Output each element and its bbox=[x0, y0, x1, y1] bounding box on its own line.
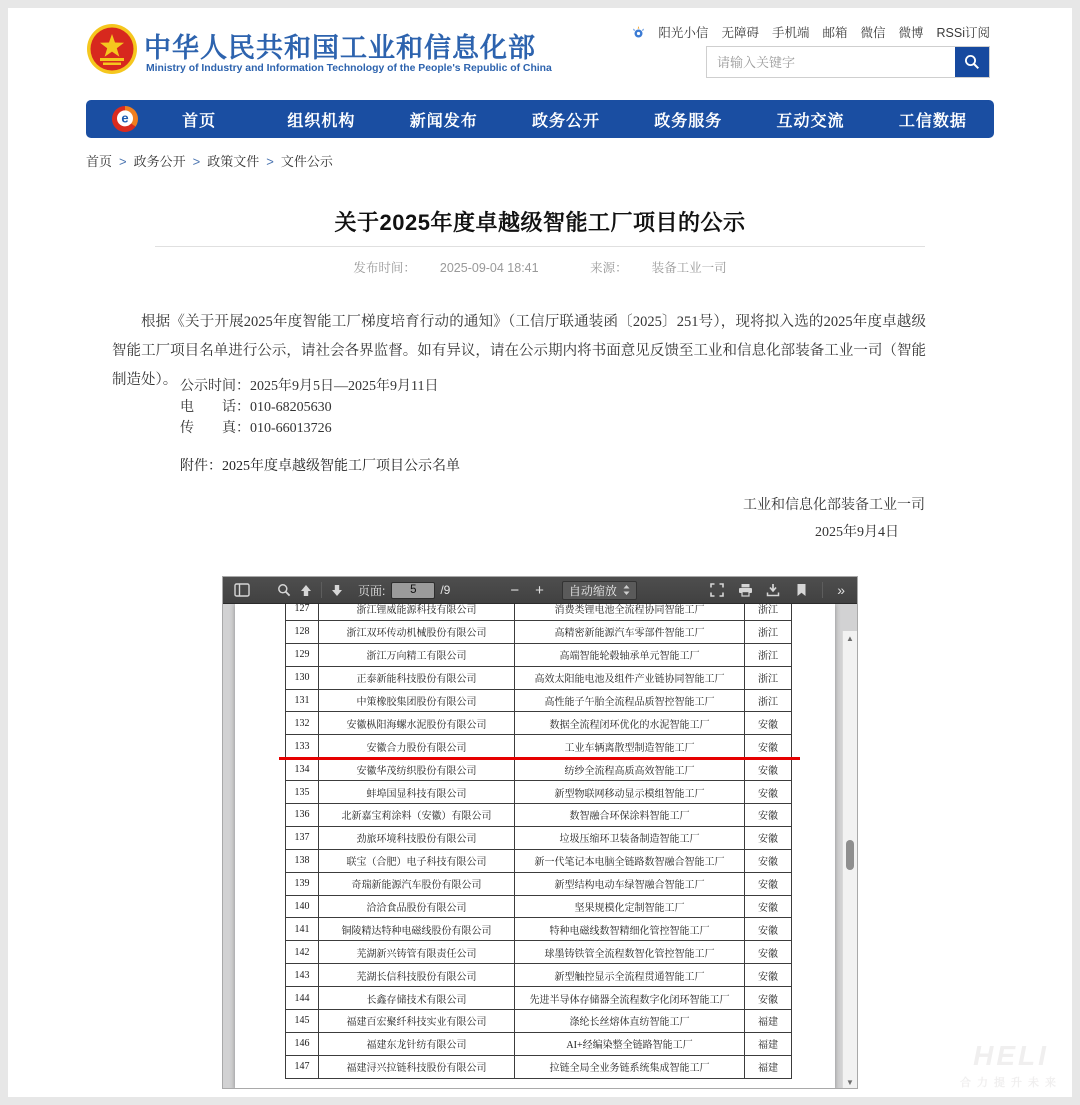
cell-project: 高精密新能源汽车零部件智能工厂 bbox=[515, 621, 745, 644]
cell-project: 高效太阳能电池及组件产业链协同智能工厂 bbox=[515, 667, 745, 690]
cell-company: 浙江万向精工有限公司 bbox=[319, 644, 515, 667]
nav-item[interactable]: 组织机构 bbox=[287, 112, 356, 130]
zoom-out-button[interactable]: − bbox=[510, 581, 520, 599]
cell-province: 安徽 bbox=[745, 964, 792, 987]
cell-row-number: 138 bbox=[286, 850, 319, 873]
quick-link[interactable]: 微博 bbox=[898, 26, 924, 40]
notice-time: 公示时间：2025年9月5日—2025年9月11日 bbox=[180, 379, 439, 394]
cell-row-number: 130 bbox=[286, 667, 319, 690]
cell-province: 浙江 bbox=[745, 621, 792, 644]
zoom-mode-select[interactable] bbox=[562, 581, 637, 600]
search-input[interactable] bbox=[707, 47, 955, 77]
cell-company: 洽洽食品股份有限公司 bbox=[319, 896, 515, 919]
cell-project: 垃圾压缩环卫装备制造智能工厂 bbox=[515, 827, 745, 850]
pdf-page bbox=[235, 604, 835, 1089]
cell-company: 铜陵精达特种电磁线股份有限公司 bbox=[319, 918, 515, 941]
cell-project: 拉链全局全业务链系统集成智能工厂 bbox=[515, 1056, 745, 1079]
quick-link[interactable]: 无障碍 bbox=[721, 26, 759, 40]
cell-province: 安徽 bbox=[745, 758, 792, 781]
quick-link[interactable]: 手机端 bbox=[771, 26, 810, 40]
pdf-scrollbar bbox=[842, 631, 857, 1089]
page-number-input[interactable] bbox=[391, 582, 435, 599]
cell-province: 安徽 bbox=[745, 712, 792, 735]
scroll-up-arrow[interactable]: ▲ bbox=[846, 634, 854, 643]
table-row bbox=[286, 644, 793, 667]
cell-company: 奇瑞新能源汽车股份有限公司 bbox=[319, 873, 515, 896]
cell-row-number: 142 bbox=[286, 941, 319, 964]
cell-company: 福建浔兴拉链科技股份有限公司 bbox=[319, 1056, 515, 1079]
nav-item[interactable]: 工信数据 bbox=[898, 112, 967, 130]
heli-watermark bbox=[946, 1040, 1076, 1090]
cell-province: 福建 bbox=[745, 1033, 792, 1056]
cell-company: 联宝（合肥）电子科技有限公司 bbox=[319, 850, 515, 873]
sign-date: 2025年9月4日 bbox=[815, 525, 899, 540]
pdf-right-tools bbox=[706, 579, 849, 601]
table-row bbox=[286, 941, 793, 964]
cell-company: 中策橡胶集团股份有限公司 bbox=[319, 690, 515, 713]
page-total: /9 bbox=[440, 583, 451, 597]
scrollbar-thumb[interactable] bbox=[846, 840, 854, 870]
table-row bbox=[286, 781, 793, 804]
publish-time: 2025-09-04 18:41 bbox=[439, 261, 539, 275]
zoom-mode-value: 自动缩放 bbox=[568, 583, 617, 598]
scroll-down-arrow[interactable]: ▼ bbox=[846, 1078, 854, 1087]
cell-province: 浙江 bbox=[745, 604, 792, 621]
cell-project: 消费类锂电池全流程协同智能工厂 bbox=[515, 604, 745, 621]
select-arrows-icon bbox=[623, 585, 630, 595]
cell-province: 安徽 bbox=[745, 781, 792, 804]
table-row bbox=[286, 987, 793, 1010]
cell-province: 浙江 bbox=[745, 690, 792, 713]
cell-province: 安徽 bbox=[745, 987, 792, 1010]
cell-company: 安徽枞阳海螺水泥股份有限公司 bbox=[319, 712, 515, 735]
ministry-title-en: Ministry of Industry and Information Technology of the People's Republic of China bbox=[146, 63, 552, 74]
cell-row-number: 143 bbox=[286, 964, 319, 987]
attachment-link[interactable]: 附件：2025年度卓越级智能工厂项目公示名单 bbox=[180, 459, 460, 474]
cell-province: 浙江 bbox=[745, 667, 792, 690]
cell-project: 先进半导体存储器全流程数字化闭环智能工厂 bbox=[515, 987, 745, 1010]
cell-province: 安徽 bbox=[745, 804, 792, 827]
quick-link[interactable]: 阳光小信 bbox=[658, 26, 709, 40]
table-row bbox=[286, 873, 793, 896]
table-row bbox=[286, 918, 793, 941]
print-button[interactable] bbox=[734, 579, 756, 601]
fax: 传 真：010-66013726 bbox=[180, 421, 332, 436]
cell-project: AI+经编染整全链路智能工厂 bbox=[515, 1033, 745, 1056]
cell-province: 安徽 bbox=[745, 735, 792, 758]
cell-row-number: 134 bbox=[286, 758, 319, 781]
page-label: 页面: bbox=[358, 583, 386, 598]
cell-company: 安徽合力股份有限公司 bbox=[319, 735, 515, 758]
breadcrumb-item[interactable]: 政务公开 > bbox=[134, 151, 208, 170]
nav-item[interactable]: 政务服务 bbox=[654, 112, 723, 130]
zoom-in-button[interactable]: + bbox=[535, 581, 544, 599]
meta-divider bbox=[155, 246, 925, 247]
nav-item[interactable]: 首页 bbox=[182, 112, 217, 130]
article-meta bbox=[8, 258, 1072, 276]
nav-item[interactable]: 新闻发布 bbox=[409, 112, 478, 130]
cell-company: 芜湖新兴铸管有限责任公司 bbox=[319, 941, 515, 964]
quick-links-list bbox=[658, 23, 990, 41]
cell-row-number: 141 bbox=[286, 918, 319, 941]
cell-project: 新型物联网移动显示模组智能工厂 bbox=[515, 781, 745, 804]
miit-logo-icon bbox=[112, 106, 138, 132]
cell-company: 福建百宏聚纤科技实业有限公司 bbox=[319, 1010, 515, 1033]
cell-project: 数据全流程闭环优化的水泥智能工厂 bbox=[515, 712, 745, 735]
cell-province: 安徽 bbox=[745, 873, 792, 896]
page-up-button[interactable] bbox=[295, 579, 317, 601]
download-button[interactable] bbox=[762, 579, 784, 601]
breadcrumb-item[interactable]: 政策文件 > bbox=[207, 151, 281, 170]
cell-province: 安徽 bbox=[745, 941, 792, 964]
quick-link[interactable]: 邮箱 bbox=[822, 26, 848, 40]
table-row bbox=[286, 964, 793, 987]
cell-company: 蚌埠国显科技有限公司 bbox=[319, 781, 515, 804]
pdf-table bbox=[285, 604, 793, 1079]
cell-row-number: 131 bbox=[286, 690, 319, 713]
phone: 电 话：010-68205630 bbox=[180, 400, 332, 415]
cell-company: 正泰新能科技股份有限公司 bbox=[319, 667, 515, 690]
cell-project: 高端智能轮毂轴承单元智能工厂 bbox=[515, 644, 745, 667]
table-row bbox=[286, 621, 793, 644]
table-row bbox=[286, 690, 793, 713]
watermark-logo-text: HELI bbox=[973, 1040, 1049, 1071]
bookmark-button[interactable] bbox=[790, 579, 812, 601]
cell-project: 数智融合环保涂料智能工厂 bbox=[515, 804, 745, 827]
table-row bbox=[286, 896, 793, 919]
cell-province: 安徽 bbox=[745, 896, 792, 919]
pdf-toolbar bbox=[223, 577, 857, 604]
presentation-mode-button[interactable] bbox=[706, 579, 728, 601]
search-box bbox=[706, 46, 990, 78]
cell-row-number: 132 bbox=[286, 712, 319, 735]
cell-project: 新型结构电动车绿智融合智能工厂 bbox=[515, 873, 745, 896]
cell-company: 浙江锂威能源科技有限公司 bbox=[319, 604, 515, 621]
source-label: 来源： bbox=[590, 261, 628, 275]
cell-row-number: 136 bbox=[286, 804, 319, 827]
article-body: 根据《关于开展2025年度智能工厂梯度培育行动的通知》（工信厅联通装函〔2025〕251号），现将拟入选的2025年度卓越级智能工厂项目名单进行公示，请社会各界监督。如有异议，请在公示期内将书面意见反馈至工业和信息化部装备工业一司（智能制造处）。 bbox=[112, 314, 926, 388]
cell-province: 安徽 bbox=[745, 827, 792, 850]
cell-project: 高性能子午胎全流程品质智控智能工厂 bbox=[515, 690, 745, 713]
find-button[interactable] bbox=[273, 579, 295, 601]
cell-project: 坚果规模化定制智能工厂 bbox=[515, 896, 745, 919]
cell-row-number: 147 bbox=[286, 1056, 319, 1079]
quick-link[interactable]: RSSi订阅 bbox=[936, 26, 990, 40]
table-row bbox=[286, 735, 793, 758]
table-row bbox=[286, 758, 793, 781]
cell-row-number: 140 bbox=[286, 896, 319, 919]
pdf-body bbox=[223, 604, 857, 1089]
table-row bbox=[286, 1010, 793, 1033]
page-down-button[interactable] bbox=[326, 579, 348, 601]
cell-project: 新型触控显示全流程贯通智能工厂 bbox=[515, 964, 745, 987]
main-navbar bbox=[86, 100, 994, 138]
table-row bbox=[286, 850, 793, 873]
table-row bbox=[286, 804, 793, 827]
cell-project: 纺纱全流程高质高效智能工厂 bbox=[515, 758, 745, 781]
cell-company: 芜湖长信科技股份有限公司 bbox=[319, 964, 515, 987]
cell-row-number: 133 bbox=[286, 735, 319, 758]
cell-row-number: 146 bbox=[286, 1033, 319, 1056]
publish-label: 发布时间： bbox=[353, 261, 416, 275]
sunshine-icon bbox=[632, 26, 645, 39]
breadcrumb-item[interactable]: 文件公示 bbox=[280, 154, 333, 169]
quick-links bbox=[632, 23, 990, 41]
cell-province: 安徽 bbox=[745, 918, 792, 941]
cell-project: 新一代笔记本电脑全链路数智融合智能工厂 bbox=[515, 850, 745, 873]
cell-company: 福建东龙针纺有限公司 bbox=[319, 1033, 515, 1056]
table-row bbox=[286, 667, 793, 690]
sidebar-toggle-button[interactable] bbox=[231, 579, 253, 601]
cell-project: 特种电磁线数智精细化管控智能工厂 bbox=[515, 918, 745, 941]
cell-province: 福建 bbox=[745, 1056, 792, 1079]
cell-row-number: 128 bbox=[286, 621, 319, 644]
pdf-viewer bbox=[222, 576, 858, 1089]
cell-company: 浙江双环传动机械股份有限公司 bbox=[319, 621, 515, 644]
cell-company: 安徽华茂纺织股份有限公司 bbox=[319, 758, 515, 781]
cell-row-number: 127 bbox=[286, 604, 319, 621]
nav-item[interactable]: 互动交流 bbox=[776, 112, 845, 130]
cell-province: 安徽 bbox=[745, 850, 792, 873]
breadcrumb-item[interactable]: 首页 > bbox=[86, 151, 134, 170]
cell-row-number: 145 bbox=[286, 1010, 319, 1033]
cell-row-number: 137 bbox=[286, 827, 319, 850]
cell-row-number: 129 bbox=[286, 644, 319, 667]
more-tools-button[interactable]: » bbox=[837, 582, 845, 598]
table-row bbox=[286, 827, 793, 850]
table-row bbox=[286, 604, 793, 621]
cell-row-number: 144 bbox=[286, 987, 319, 1010]
page-card bbox=[8, 8, 1072, 1097]
national-emblem-icon bbox=[86, 22, 138, 76]
cell-province: 福建 bbox=[745, 1010, 792, 1033]
watermark-slogan: 合力提升未来 bbox=[960, 1077, 1062, 1089]
article-info bbox=[180, 376, 438, 439]
page-title: 关于2025年度卓越级智能工厂项目的公示 bbox=[334, 210, 746, 235]
cell-project: 球墨铸铁管全流程数智化管控智能工厂 bbox=[515, 941, 745, 964]
table-row bbox=[286, 1056, 793, 1079]
nav-item[interactable]: 政务公开 bbox=[531, 112, 600, 130]
table-row bbox=[286, 1033, 793, 1056]
signer: 工业和信息化部装备工业一司 bbox=[743, 498, 925, 513]
ministry-title: 中华人民共和国工业和信息化部 bbox=[144, 33, 536, 63]
cell-company: 劲旅环境科技股份有限公司 bbox=[319, 827, 515, 850]
table-row bbox=[286, 712, 793, 735]
signature-block bbox=[743, 494, 925, 541]
search-button[interactable] bbox=[955, 47, 989, 77]
search-icon bbox=[964, 54, 980, 70]
cell-project: 涤纶长丝熔体直纺智能工厂 bbox=[515, 1010, 745, 1033]
cell-company: 北新嘉宝莉涂料（安徽）有限公司 bbox=[319, 804, 515, 827]
cell-province: 浙江 bbox=[745, 644, 792, 667]
cell-row-number: 135 bbox=[286, 781, 319, 804]
source-value: 装备工业一司 bbox=[651, 261, 727, 275]
breadcrumb bbox=[86, 151, 333, 170]
nav-items bbox=[138, 100, 994, 138]
cell-row-number: 139 bbox=[286, 873, 319, 896]
quick-link[interactable]: 微信 bbox=[860, 26, 886, 40]
cell-company: 长鑫存储技术有限公司 bbox=[319, 987, 515, 1010]
cell-project: 工业车辆离散型制造智能工厂 bbox=[515, 735, 745, 758]
